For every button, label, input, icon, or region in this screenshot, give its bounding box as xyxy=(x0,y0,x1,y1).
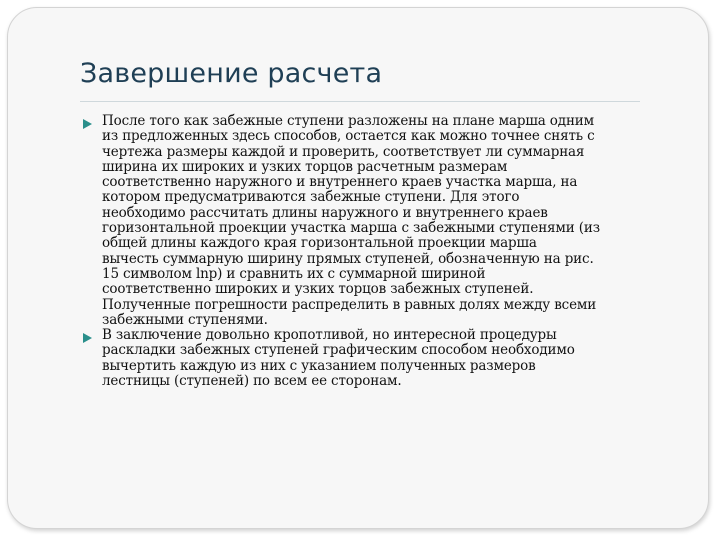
bullet-line: общей длины каждого края горизонтальной проекции марша xyxy=(102,235,537,252)
bullet-line: чертежа размеры каждой и проверить, соответствует ли суммарная xyxy=(102,143,585,160)
bullet-line: из предложенных здесь способов, остается как можно точнее снять с xyxy=(102,128,595,145)
bullet-line: После того как забежные ступени разложены на плане марша одним xyxy=(102,113,594,129)
bullet-line: 15 символом lnp) и сравнить их с суммарной шириной xyxy=(102,265,486,282)
bullet-line: раскладки забежных ступеней графическим способом необходимо xyxy=(102,342,575,359)
bullet-item xyxy=(80,114,680,328)
bullet-line: вычертить каждую из них с указанием полученных размеров xyxy=(102,357,536,374)
bullet-text xyxy=(102,328,680,389)
bullet-line: забежными ступенями. xyxy=(102,311,268,328)
bullet-line: необходимо рассчитать длины наружного и внутреннего краев xyxy=(102,204,548,221)
triangle-bullet-icon xyxy=(83,333,92,343)
title-divider xyxy=(80,101,640,102)
bullet-item xyxy=(80,328,680,389)
bullet-text xyxy=(102,114,680,328)
triangle-bullet-icon xyxy=(83,119,92,129)
bullet-line: Полученные погрешности распределить в равных долях между всеми xyxy=(102,296,597,313)
bullet-line: котором предусматриваются забежные ступени. Для этого xyxy=(102,189,520,206)
slide-title: Завершение расчета xyxy=(80,58,383,89)
bullet-line: горизонтальной проекции участка марша с забежными ступенями (из xyxy=(102,220,600,237)
bullet-list xyxy=(80,114,680,389)
bullet-line: вычесть суммарную ширину прямых ступеней, обозначенную на рис. xyxy=(102,250,594,267)
bullet-line: ширина их широких и узких торцов расчетным размерам xyxy=(102,158,508,175)
bullet-line: соответственно наружного и внутреннего краев участка марша, на xyxy=(102,174,578,191)
bullet-line: лестницы (ступеней) по всем ее сторонам. xyxy=(102,373,402,390)
bullet-line: соответственно широких и узких торцов забежных ступеней. xyxy=(102,281,534,298)
bullet-line: В заключение довольно кропотливой, но интересной процедуры xyxy=(102,327,557,344)
